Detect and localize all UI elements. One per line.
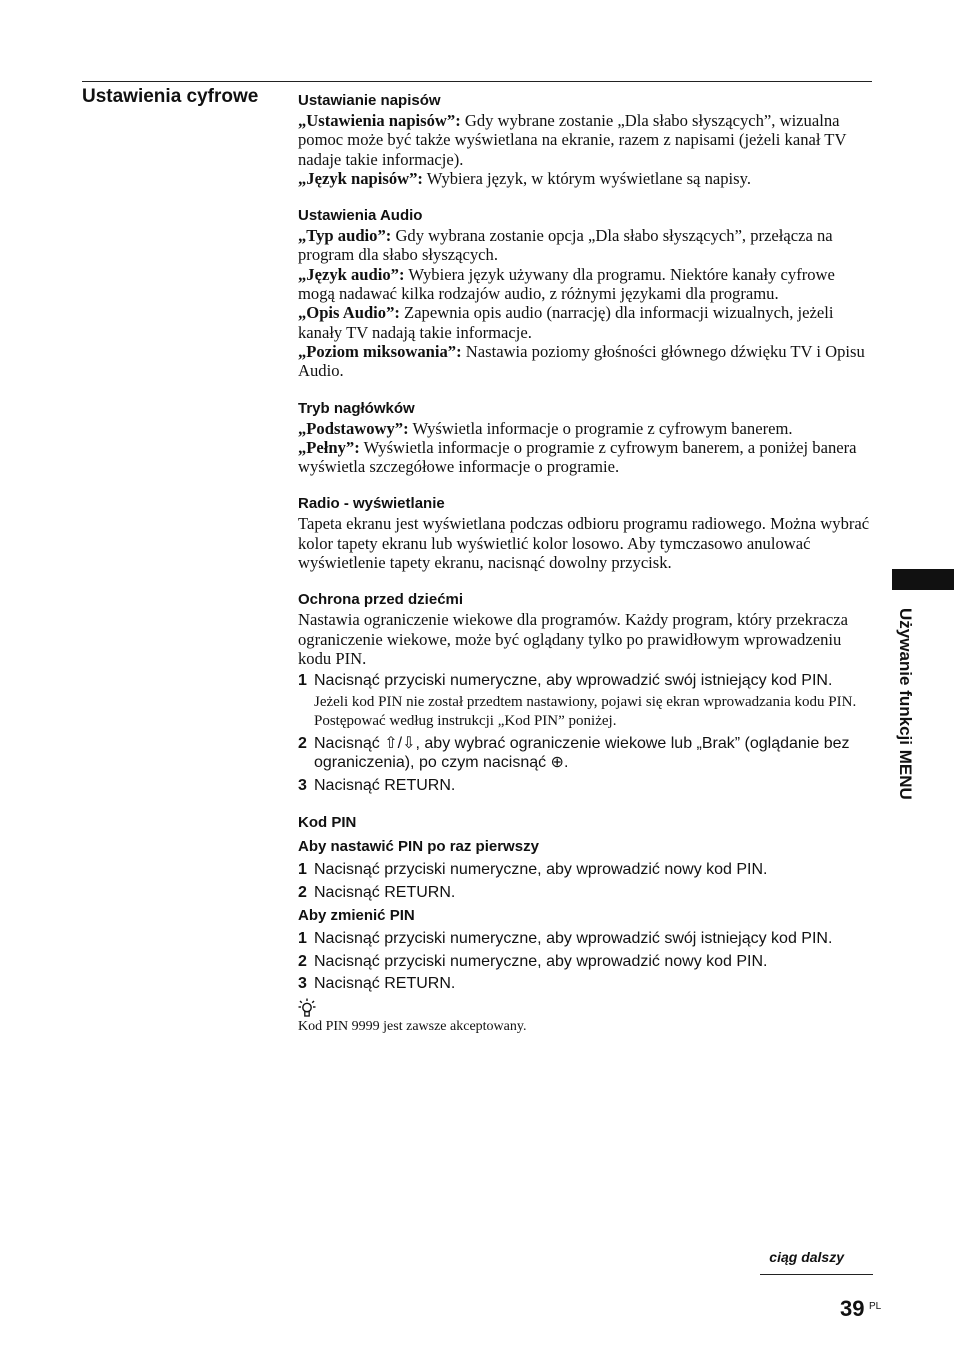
text: Nastawia poziomy głośności głównego dźwięku TV i Opisu Audio.: [298, 341, 865, 381]
para-basic: [298, 419, 872, 438]
step-number: 3: [298, 975, 307, 993]
step-number: 2: [298, 883, 307, 901]
step-text: Nacisnąć RETURN.: [314, 975, 456, 993]
side-tab-marker: [892, 569, 954, 590]
bottom-rule: [760, 1274, 873, 1275]
para-parental-lock: Nastawia ograniczenie wiekowe dla programów. Każdy program, który przekracza ograniczenie wiekowe, może być oglądany tylko po prawidłowym wprowadzeniu kodu PIN.: [298, 610, 848, 668]
term: „Poziom miksowania”:: [298, 341, 462, 361]
step-text: Nacisnąć przyciski numeryczne, aby wprowadzić swój istniejący kod PIN.: [314, 930, 833, 948]
text: Wybiera język używany dla programu. Niektóre kanały cyfrowe mogą nadawać kilka rodzajów audio, z różnymi językami dla programu.: [298, 264, 835, 304]
step: [298, 974, 872, 994]
step-text: Nacisnąć RETURN.: [314, 776, 456, 794]
heading-audio: Ustawienia Audio: [298, 207, 423, 225]
para-radio: Tapeta ekranu jest wyświetlana podczas odbioru programu radiowego. Można wybrać kolor tapety ekranu lub wyświetlić kolor losowo. Aby tymczasowo anulować wyświetlenie tapety ekranu, nacisnąć dowolny przycisk.: [298, 514, 870, 573]
para-mix-level: [298, 342, 872, 381]
block-radio: [298, 493, 872, 572]
para-audio-language: [298, 265, 872, 304]
lightbulb-icon: [298, 998, 316, 1018]
text: Wyświetla informacje o programie z cyfrowym banerem.: [408, 418, 793, 438]
step-text: Nacisnąć przyciski numeryczne, aby wprowadzić nowy kod PIN.: [314, 952, 768, 970]
text: Gdy wybrana zostanie opcja „Dla słabo słyszących”, przełącza na program dla słabo słyszących.: [298, 226, 833, 265]
step-text: Nacisnąć ⇧/⇩, aby wybrać ograniczenie wiekowe lub „Brak” (oglądanie bez ograniczenia), po czym nacisnąć ⊕.: [314, 734, 850, 772]
para-full: [298, 438, 872, 477]
step-number: 1: [298, 672, 307, 690]
section-title: Ustawienia cyfrowe: [82, 86, 259, 107]
step-note: Jeżeli kod PIN nie został przedtem nastawiony, pojawi się ekran wprowadzania kodu PIN. Postępować według instrukcji „Kod PIN” poniżej.: [314, 693, 857, 729]
block-subtitles: [298, 90, 872, 188]
term: „Typ audio”:: [298, 226, 392, 246]
heading-pin-code: Kod PIN: [298, 814, 357, 832]
heading-subtitles: Ustawianie napisów: [298, 92, 441, 109]
top-rule: [82, 81, 872, 82]
block-parental-lock: [298, 589, 872, 795]
content-column: [298, 90, 872, 1053]
step-number: 3: [298, 776, 307, 794]
page-language: PL: [869, 1301, 882, 1312]
para-audio-type: [298, 226, 872, 265]
step-text: Nacisnąć przyciski numeryczne, aby wprowadzić nowy kod PIN.: [314, 861, 768, 879]
continued-label: ciąg dalszy: [769, 1249, 844, 1265]
subheading-set-pin: Aby nastawić PIN po raz pierwszy: [298, 838, 539, 856]
text: Zapewnia opis audio (narrację) dla informacji wizualnych, jeżeli kanały TV nadają takie informacje.: [298, 303, 834, 342]
heading-header-mode: Tryb nagłówków: [298, 399, 415, 417]
step: [298, 883, 872, 903]
term: „Pełny”:: [298, 437, 360, 457]
step-text: Nacisnąć przyciski numeryczne, aby wprowadzić swój istniejący kod PIN.: [314, 672, 833, 690]
para-subtitle-language: [298, 169, 872, 188]
tip-text: Kod PIN 9999 jest zawsze akceptowany.: [298, 1018, 527, 1034]
step: [298, 671, 872, 691]
page-number: 39: [840, 1296, 865, 1321]
text: Wyświetla informacje o programie z cyfrowym banerem, a poniżej banera wyświetla szczegółowe informacje o programie.: [298, 437, 857, 477]
para-subtitle-settings: [298, 111, 872, 169]
step: [298, 952, 872, 972]
step-text: Nacisnąć RETURN.: [314, 883, 456, 901]
para-audio-description: [298, 303, 872, 342]
block-header-mode: [298, 398, 872, 477]
side-chapter-label: Używanie funkcji MENU: [896, 608, 915, 800]
step-number: 1: [298, 861, 307, 879]
subheading-change-pin: Aby zmienić PIN: [298, 907, 415, 925]
term: „Język audio”:: [298, 264, 405, 284]
heading-radio: Radio - wyświetlanie: [298, 495, 445, 513]
step: [298, 734, 872, 773]
term: „Podstawowy”:: [298, 418, 409, 438]
step-number: 2: [298, 952, 307, 970]
heading-parental-lock: Ochrona przed dziećmi: [298, 591, 464, 609]
text: Wybiera język, w którym wyświetlane są napisy.: [422, 168, 751, 188]
term: „Język napisów”:: [298, 168, 423, 188]
step-number: 2: [298, 734, 307, 752]
block-audio: [298, 205, 872, 380]
step-number: 1: [298, 930, 307, 948]
term: „Ustawienia napisów”:: [298, 111, 461, 130]
block-pin-code: [298, 812, 872, 1036]
step: [298, 776, 872, 796]
step: [298, 860, 872, 880]
step: [298, 929, 872, 949]
term: „Opis Audio”:: [298, 303, 400, 323]
text: Gdy wybrane zostanie „Dla słabo słyszących”, wizualna pomoc może być także wyświetlana na ekranie, razem z napisami (jeżeli kanał TV nadaje takie informacje).: [298, 111, 847, 169]
